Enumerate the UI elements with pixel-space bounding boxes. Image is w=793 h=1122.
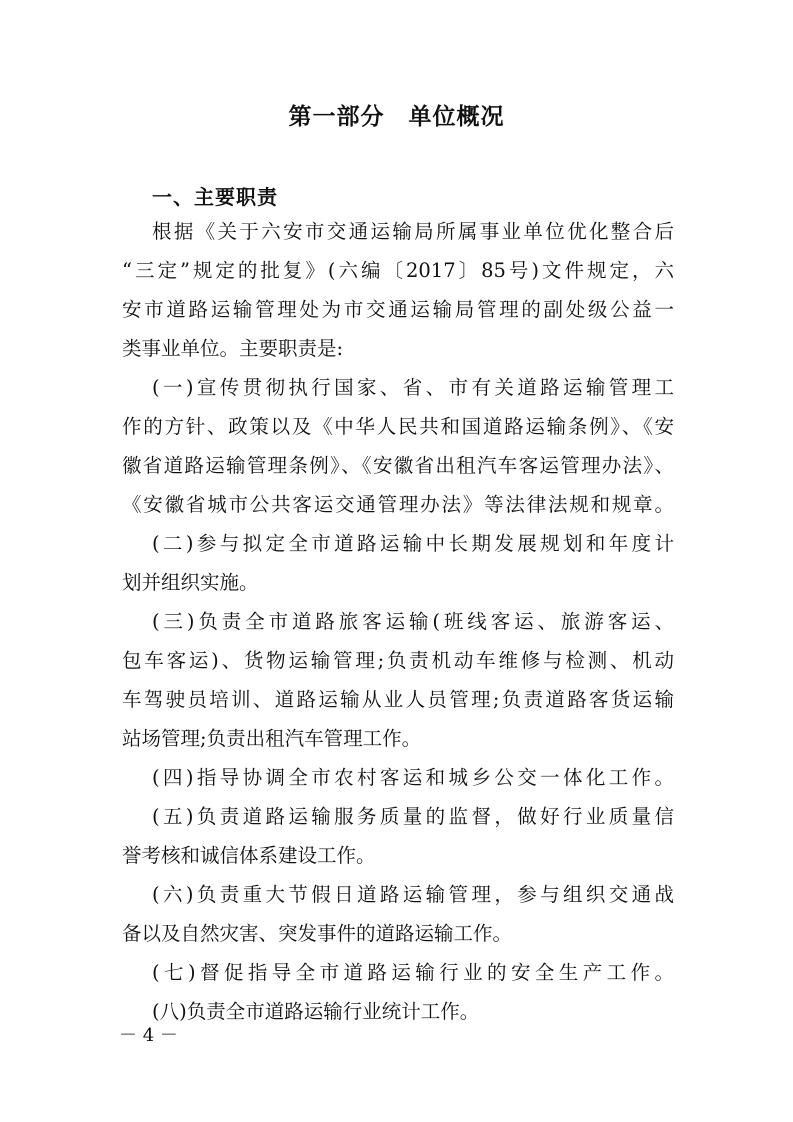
paragraph-line: (二)参与拟定全市道路运输中长期发展规划和年度计 — [152, 532, 674, 555]
paragraph-line: (八)负责全市道路运输行业统计工作。 — [152, 1000, 480, 1023]
paragraph-line: (四)指导协调全市农村客运和城乡公交一体化工作。 — [152, 766, 674, 789]
paragraph-line: 安市道路运输管理处为市交通运输局管理的副处级公益一 — [122, 298, 674, 321]
paragraph-line: 划并组织实施。 — [122, 571, 259, 594]
paragraph-line: (七)督促指导全市道路运输行业的安全生产工作。 — [152, 961, 674, 984]
paragraph-line: 站场管理;负责出租汽车管理工作。 — [122, 727, 422, 750]
section-heading: 一、主要职责 — [152, 185, 278, 209]
paragraph-line: 车驾驶员培训、道路运输从业人员管理;负责道路客货运输 — [122, 688, 674, 711]
page-number: － 4 － — [119, 1025, 178, 1046]
paragraph-line: 根据《关于六安市交通运输局所属事业单位优化整合后 — [152, 220, 674, 243]
paragraph-line: (一)宣传贯彻执行国家、省、市有关道路运输管理工 — [152, 376, 674, 399]
paragraph-line: “三定”规定的批复》(六编〔2017〕85号)文件规定，六 — [122, 259, 674, 282]
paragraph-line: (三)负责全市道路旅客运输(班线客运、旅游客运、 — [152, 610, 674, 633]
paragraph-line: 誉考核和诚信体系建设工作。 — [122, 844, 376, 867]
paragraph-line: 类事业单位。主要职责是: — [122, 337, 344, 360]
paragraph-line: 作的方针、政策以及《中华人民共和国道路运输条例》、《安 — [122, 415, 674, 438]
paragraph-line: 《安徽省城市公共客运交通管理办法》等法律法规和规章。 — [122, 493, 674, 516]
paragraph-line: 包车客运)、货物运输管理;负责机动车维修与检测、机动 — [122, 649, 674, 672]
paragraph-line: 徽省道路运输管理条例》、《安徽省出租汽车客运管理办法》、 — [122, 454, 674, 477]
paragraph-line: 备以及自然灾害、突发事件的道路运输工作。 — [122, 922, 513, 945]
paragraph-line: (六)负责重大节假日道路运输管理，参与组织交通战 — [152, 883, 674, 906]
paragraph-line: (五)负责道路运输服务质量的监督，做好行业质量信 — [152, 805, 674, 828]
page-title: 第一部分 单位概况 — [288, 104, 505, 130]
